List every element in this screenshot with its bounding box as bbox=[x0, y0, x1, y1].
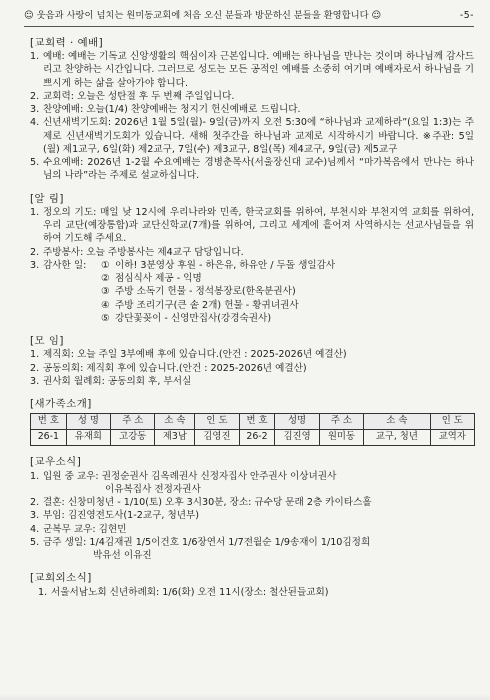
item-line: 입원 중 교우: 권정순권사 김옥례권사 신정자집사 안주권사 이상녀권사 bbox=[43, 470, 337, 482]
table-cell: 김영진 bbox=[195, 430, 239, 446]
parish-list bbox=[30, 470, 474, 563]
section-title-calendar: [교회력 · 예배] bbox=[30, 36, 104, 49]
list-item bbox=[30, 523, 474, 536]
section-title-notices: [알 림] bbox=[30, 192, 64, 205]
item-number: 3. bbox=[30, 375, 40, 387]
list-item bbox=[30, 509, 474, 522]
item-line: 박유선 이유진 bbox=[93, 550, 152, 562]
item-text bbox=[43, 536, 474, 562]
item-number: 1. bbox=[30, 470, 40, 482]
item-number: 1. bbox=[30, 51, 40, 63]
item-number: 2. bbox=[30, 497, 40, 509]
item-text: 신년새벽기도회: 2026년 1월 5일(월)- 9일(금)까지 오전 5:30에 “하나님과 교제하라”(요일 1:3)는 주제로 신년새벽기도회가 있습니다. 새해 첫주간을 하나님과 교제로 시작하시기 바랍니다. ※주관: 5일(월) 제1교구, 6일(화) 제2교구, 7일(수) 제3교구, 8일(목) 제4교구, 9일(금) 제5교구 bbox=[43, 117, 474, 155]
item-text: 공동의회: 제직회 후에 있습니다.(안건 : 2025-2026년 예결산) bbox=[43, 362, 307, 374]
table-cell: 교역자 bbox=[430, 430, 474, 446]
column-header: 성 명 bbox=[66, 414, 110, 430]
circled-number: ⑤ bbox=[101, 312, 110, 324]
item-number: 3. bbox=[30, 104, 40, 116]
circled-number: ④ bbox=[101, 299, 110, 311]
section-title-meetings: [모 임] bbox=[30, 335, 64, 347]
table-cell: 유재희 bbox=[66, 430, 110, 446]
circled-number: ③ bbox=[101, 286, 110, 298]
section-title-parish: [교우소식] bbox=[30, 456, 82, 469]
list-item bbox=[30, 536, 474, 562]
column-header: 번 호 bbox=[239, 414, 275, 430]
item-number: 3. bbox=[30, 510, 40, 522]
list-item bbox=[30, 246, 474, 259]
table-header-row bbox=[31, 414, 475, 430]
table-cell: 26-2 bbox=[239, 430, 275, 446]
column-header: 주 소 bbox=[111, 414, 155, 430]
item-number: 1. bbox=[38, 586, 48, 598]
table-cell: 교구, 청년 bbox=[364, 430, 430, 446]
item-number: 1. bbox=[30, 349, 40, 361]
item-line: 이유복집사 전정자권사 bbox=[105, 484, 201, 496]
thanks-text: 주방 조리기구(큰 솥 2개) 헌물 - 황귀녀권사 bbox=[115, 299, 299, 311]
page-number: -5- bbox=[459, 10, 474, 21]
section-title-newcomers: [새가족소개] bbox=[30, 398, 92, 411]
list-item bbox=[30, 496, 474, 509]
item-text bbox=[43, 470, 474, 496]
meetings-list bbox=[30, 348, 474, 388]
item-text: 수요예배: 2026년 1-2월 수요예배는 경병춘목사(서울장신대 교수)님께서 “마가복음에서 만나는 하나님의 나라”라는 주제로 설교하십니다. bbox=[43, 157, 474, 182]
list-item bbox=[30, 206, 474, 246]
list-item bbox=[30, 156, 474, 182]
column-header: 성명 bbox=[275, 414, 319, 430]
thanks-text: 강단꽃꽂이 - 신영만집사(강경숙권사) bbox=[115, 312, 272, 324]
item-number: 5. bbox=[30, 536, 40, 548]
thanks-text: 주방 소독기 헌물 - 정석봉장로(한옥분권사) bbox=[115, 286, 296, 298]
item-number: 2. bbox=[30, 90, 40, 102]
list-item-thanks bbox=[30, 259, 474, 325]
column-header: 주 소 bbox=[319, 414, 363, 430]
list-item bbox=[30, 50, 474, 90]
item-line: 금주 생일: 1/4김재권 1/5이건호 1/6장연서 1/7전월순 1/9송재이 1/10김정희 bbox=[43, 536, 371, 548]
column-header: 인 도 bbox=[195, 414, 239, 430]
item-text: 예배: 예배는 기독교 신앙생활의 핵심이자 근본입니다. 예배는 하나님을 만나는 것이며 하나님께 감사드리고 찬양하는 시간입니다. 그러므로 성도는 모든 공적인 예배를 소중히 여기며 예배자로서 하나님을 기쁘시게 하는 삶을 살아가야 합니다. bbox=[43, 51, 474, 89]
page-edge bbox=[0, 694, 490, 700]
calendar-list bbox=[30, 50, 474, 182]
item-number: 4. bbox=[30, 523, 40, 535]
column-header: 소 속 bbox=[364, 414, 430, 430]
thanks-row bbox=[43, 299, 474, 312]
item-number: 1. bbox=[30, 206, 40, 218]
item-text: 정오의 기도: 매일 낮 12시에 우리나라와 민족, 한국교회를 위하여, 부천시와 부천지역 교회를 위하여, 우리 교단(예장통합)과 교단신학교(7개)를 위하여, 그리고 세계에 흩어져 사역하시는 선교사님들을 위하여 기도해 주세요. bbox=[43, 206, 474, 245]
section-title-church-news: [교회외소식] bbox=[30, 572, 92, 585]
thanks-row bbox=[43, 312, 474, 325]
list-item bbox=[30, 362, 474, 375]
table-cell: 제3남 bbox=[155, 430, 195, 446]
item-number: 2. bbox=[30, 362, 40, 374]
welcome-banner: ☺ 웃음과 사랑이 넘치는 원미동교회에 처음 오신 분들과 방문하신 분들을 환영합니다 ☺ bbox=[24, 10, 382, 21]
item-text: 권사회 월례회: 공동의회 후, 부서실 bbox=[43, 375, 192, 387]
item-text: 부임: 김진영전도사(1-2교구, 청년부) bbox=[43, 510, 200, 522]
thanks-text: 점심식사 제공 - 익명 bbox=[115, 273, 202, 285]
item-text: 서울서남노회 신년하례회: 1/6(화) 오전 11시(장소: 철산된들교회) bbox=[51, 586, 329, 598]
table-row bbox=[31, 430, 475, 446]
thanks-row bbox=[43, 272, 474, 285]
list-item bbox=[30, 90, 474, 103]
list-item bbox=[30, 116, 474, 156]
item-text: 찬양예배: 오늘(1/4) 찬양예배는 청지기 헌신예배로 드립니다. bbox=[43, 104, 301, 116]
column-header: 소 속 bbox=[155, 414, 195, 430]
item-number: 4. bbox=[30, 117, 40, 129]
notices-list bbox=[30, 206, 474, 325]
item-text: 주방봉사: 오늘 주방봉사는 제4교구 담당입니다. bbox=[43, 246, 244, 258]
item-text: 제직회: 오늘 주일 3부예배 후에 있습니다.(안건 : 2025-2026년 예결산) bbox=[43, 349, 347, 361]
thanks-label: 감사한 일: bbox=[43, 259, 87, 271]
item-number: 2. bbox=[30, 246, 40, 258]
column-header: 번 호 bbox=[31, 414, 67, 430]
item-text: 교회력: 오늘은 성탄절 후 두 번째 주일입니다. bbox=[43, 90, 235, 102]
circled-number: ② bbox=[101, 273, 110, 285]
item-number: 5. bbox=[30, 157, 40, 169]
list-item bbox=[30, 348, 474, 361]
item-text: 결혼: 신창미청년 - 1/10(토) 오후 3시30분, 장소: 규수당 문래 2층 카이타스홀 bbox=[43, 497, 372, 509]
table-cell: 원미동 bbox=[319, 430, 363, 446]
table-cell: 김진영 bbox=[275, 430, 319, 446]
thanks-text: 이하! 3분영상 후원 - 하은유, 하유안 / 두돌 생일감사 bbox=[115, 259, 336, 271]
list-item bbox=[30, 375, 474, 388]
thanks-row bbox=[43, 285, 474, 298]
item-number: 3. bbox=[30, 259, 40, 271]
list-item bbox=[38, 586, 474, 599]
page-header bbox=[24, 10, 474, 27]
thanks-list bbox=[43, 259, 474, 325]
list-item bbox=[30, 470, 474, 496]
thanks-row bbox=[43, 259, 474, 272]
circled-number: ① bbox=[101, 259, 110, 271]
item-text: 군복무 교우: 김현민 bbox=[43, 523, 127, 535]
table-cell: 26-1 bbox=[31, 430, 67, 446]
table-cell: 고강동 bbox=[111, 430, 155, 446]
church-news-list bbox=[38, 586, 474, 599]
column-header: 인 도 bbox=[430, 414, 474, 430]
list-item bbox=[30, 103, 474, 116]
newcomer-table bbox=[30, 413, 475, 446]
